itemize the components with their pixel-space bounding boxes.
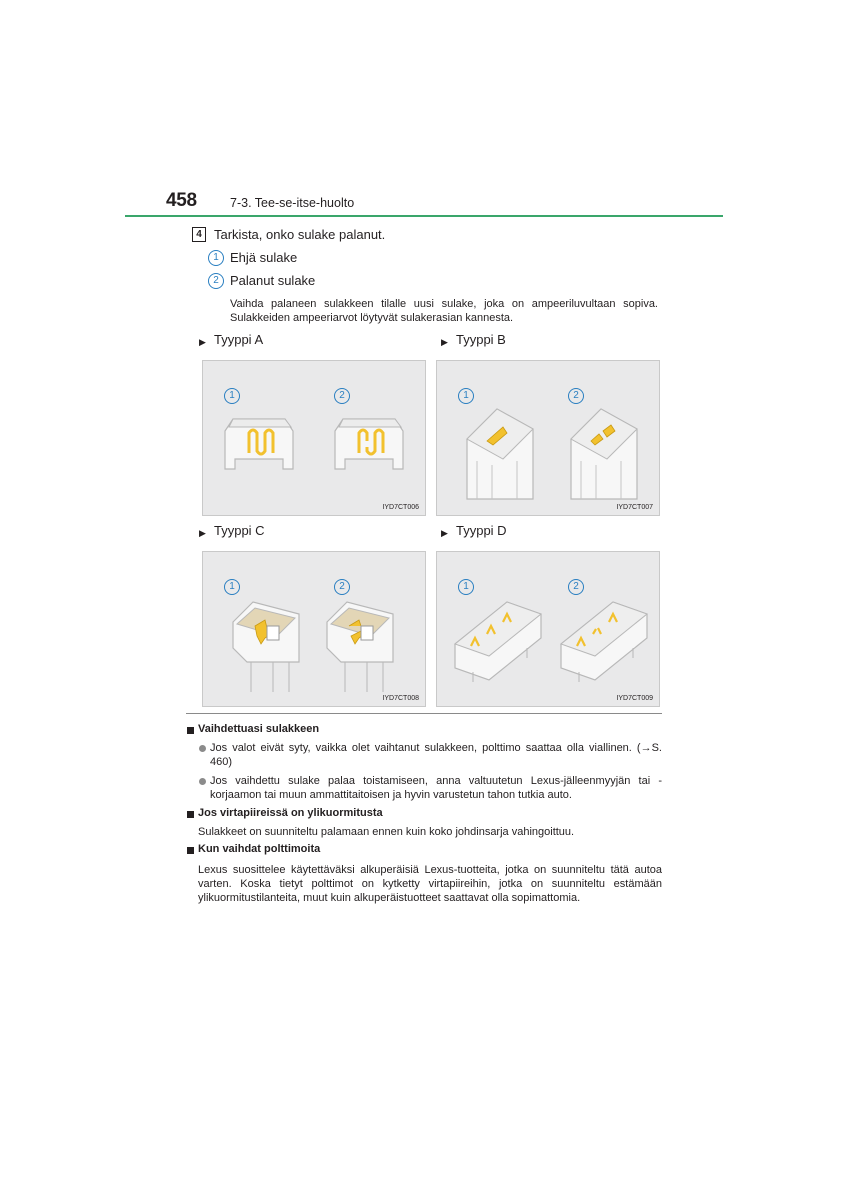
step-number-box: 4 — [192, 227, 206, 242]
figure-marker-2: 2 — [334, 388, 350, 404]
fuse-type-b-figure — [436, 360, 660, 516]
figure-marker-2: 2 — [568, 388, 584, 404]
note-bullet-repeat-blow: Jos vaihdettu sulake palaa toistamiseen, anna valtuutetun Lexus-jälleenmyyjän tai -korjaamon tai muun ammattitaitoisen ja hyvin varustetun tahon tutkia auto. — [210, 775, 662, 801]
triangle-bullet-icon: ▶ — [199, 337, 206, 347]
note-heading-bulbs: Kun vaihdat polttimoita — [198, 843, 321, 855]
item-label-intact-fuse: Ehjä sulake — [230, 250, 298, 265]
fuse-type-d-figure — [436, 551, 660, 707]
note-text-bulbs: Lexus suosittelee käytettäväksi alkuperäisiä Lexus-tuotteita, jotka on suunniteltu tätä autoa varten. Koska tietyt polttimot on kytketty virtapiireihin, jotka on suunniteltu estämään ylikuormitustilanteita, muut kuin alkuperäistuotteet saattavat olla sopimattomia. — [198, 864, 662, 904]
page-number: 458 — [166, 190, 197, 211]
fuse-type-c-figure — [202, 551, 426, 707]
figure-marker-2: 2 — [334, 579, 350, 595]
blown-fuse-a-illustration — [335, 419, 403, 469]
note-bullet-lights: Jos valot eivät syty, vaikka olet vaihtanut sulakkeen, polttimo saattaa olla viallinen. (→S. 460) — [210, 742, 662, 768]
item-label-blown-fuse: Palanut sulake — [230, 273, 316, 288]
figure-marker-1: 1 — [458, 579, 474, 595]
note-text-overload: Sulakkeet on suunniteltu palamaan ennen kuin koko johdinsarja vahingoittuu. — [198, 826, 575, 838]
figure-marker-1: 1 — [458, 388, 474, 404]
item-marker-1: 1 — [208, 250, 224, 266]
figure-code: IYD7CT009 — [616, 695, 653, 702]
section-title: 7-3. Tee-se-itse-huolto — [230, 196, 355, 210]
blown-fuse-c-illustration — [327, 602, 393, 692]
step-text: Tarkista, onko sulake palanut. — [214, 227, 386, 242]
intact-fuse-c-illustration — [233, 602, 299, 692]
round-bullet-icon — [199, 745, 206, 752]
section-divider — [186, 713, 662, 714]
triangle-bullet-icon: ▶ — [199, 528, 206, 538]
blown-fuse-d-illustration — [561, 602, 647, 682]
fuse-type-a-figure — [202, 360, 426, 516]
type-a-label: Tyyppi A — [214, 332, 264, 347]
header-rule — [125, 215, 723, 217]
intact-fuse-b-illustration — [467, 409, 533, 499]
type-b-label: Tyyppi B — [456, 332, 506, 347]
intact-fuse-d-illustration — [455, 602, 541, 682]
figure-code: IYD7CT008 — [382, 695, 419, 702]
figure-code: IYD7CT006 — [382, 504, 419, 511]
item-marker-2: 2 — [208, 273, 224, 289]
figure-marker-1: 1 — [224, 388, 240, 404]
note-heading-after-replacing: Vaihdettuasi sulakkeen — [198, 723, 320, 735]
instruction-text: Vaihda palaneen sulakkeen tilalle uusi sulake, joka on ampeeriluvultaan sopiva. Sulakkeiden ampeeriarvot löytyvät sulakerasian kannesta. — [230, 298, 658, 324]
triangle-bullet-icon: ▶ — [441, 337, 448, 347]
round-bullet-icon — [199, 778, 206, 785]
blown-fuse-b-illustration — [571, 409, 637, 499]
note-heading-overload: Jos virtapiireissä on ylikuormitusta — [198, 807, 383, 819]
figure-code: IYD7CT007 — [616, 504, 653, 511]
figure-marker-1: 1 — [224, 579, 240, 595]
type-c-label: Tyyppi C — [214, 523, 265, 538]
intact-fuse-a-illustration — [225, 419, 293, 469]
figure-marker-2: 2 — [568, 579, 584, 595]
square-bullet-icon — [187, 811, 194, 818]
square-bullet-icon — [187, 727, 194, 734]
square-bullet-icon — [187, 847, 194, 854]
triangle-bullet-icon: ▶ — [441, 528, 448, 538]
type-d-label: Tyyppi D — [456, 523, 507, 538]
